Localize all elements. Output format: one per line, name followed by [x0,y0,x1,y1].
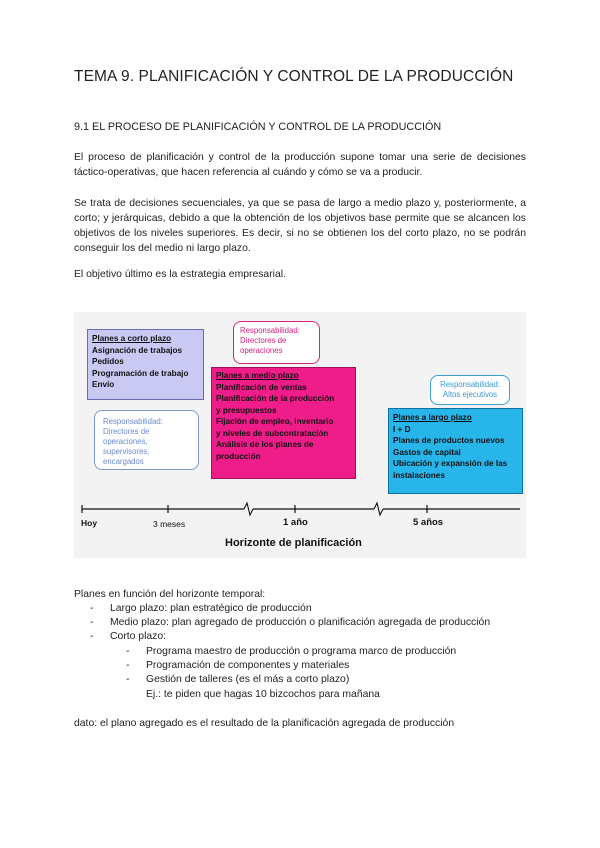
axis-break-icon [244,503,253,515]
paragraph-1: El proceso de planificación y control de la producción supone tomar una serie de decisiones táctico-operativas, que hacen referencia al cuándo y cómo se va a producir. [74,152,526,178]
planning-horizon-diagram [74,312,526,558]
medium-term-item: y presupuestos [216,405,277,415]
tick-label-3-meses: 3 meses [153,519,186,529]
short-term-responsibility [94,410,199,470]
responsibility-label: Responsabilidad: [240,326,300,335]
medium-term-plans-box [211,367,356,479]
list-bullet: - [90,617,94,628]
list-bullet: - [90,631,94,642]
paragraph-2: Se trata de decisiones secuenciales, ya que se pasa de largo a medio plazo y, posteriormente, a corto; y jerárquicas, debido a que la obtención de los objetivos base permite que se alcancen los objetivos de los niveles superiores. Es decir, si no se obtienen los del corto plazo, no se podrán conseguir los del medio ni largo plazo. [74,198,526,254]
list-item-text: Medio plazo: plan agregado de producción o planificación agregada de producción [110,617,491,628]
medium-term-item: y niveles de subcontratación [216,428,329,438]
short-term-item: Asignación de trabajos [92,345,183,355]
axis-title: Horizonte de planificación [225,537,362,549]
responsibility-line: Altos ejecutivos [442,390,498,399]
responsibility-label: Responsabilidad: [440,380,500,389]
long-term-item: instalaciones [393,470,445,480]
responsibility-line: Directores de [240,336,287,345]
list-bullet: - [90,603,94,614]
medium-term-item: Planificación de ventas [216,382,307,392]
long-term-item: Ubicación y expansión de las [393,459,508,468]
long-term-responsibility [430,375,510,405]
responsibility-line: operaciones [240,346,283,355]
list-heading: Planes en función del horizonte temporal: [74,589,266,600]
tick-label-1-ano: 1 año [283,517,308,528]
tick-label-5-anos: 5 años [413,517,444,528]
axis-break-icon [374,503,383,515]
paragraph-3: El objetivo último es la estrategia empresarial. [74,269,286,280]
long-term-item: Planes de productos nuevos [393,436,505,445]
short-term-item: Envío [92,380,115,389]
medium-term-item: Planificación de la producción [216,394,335,403]
list-item-long [90,603,312,614]
list-bullet: - [126,674,130,685]
responsibility-line: Directores de [103,427,150,436]
sub-list-item-text: Gestión de talleres (es el más a corto plazo) [146,674,350,685]
sub-list-item [126,646,456,657]
list-item-medium [90,617,490,628]
responsibility-line: supervisores, [103,447,150,456]
medium-term-item: Análisis de los planes de [216,440,314,449]
footnote: dato: el plano agregado es el resultado de la planificación agregada de producción [74,718,455,729]
medium-term-item: producción [216,451,261,461]
long-term-title: Planes a largo plazo [393,413,472,422]
short-term-title: Planes a corto plazo [92,334,172,343]
long-term-item: I + D [393,424,411,434]
page-title: TEMA 9. PLANIFICACIÓN Y CONTROL DE LA PRODUCCIÓN [74,68,514,85]
example-line: Ej.: te piden que hagas 10 bizcochos para mañana [146,689,380,700]
list-item-text: Corto plazo: [110,631,167,642]
tick-label-hoy: Hoy [81,518,98,528]
responsibility-line: encargados [103,457,144,466]
medium-term-responsibility [233,321,320,364]
short-term-plans-box [87,329,204,400]
list-bullet: - [126,646,130,657]
short-term-item: Pedidos [92,357,124,366]
short-term-item: Programación de trabajo [92,368,189,378]
sub-list-item [126,660,349,671]
sub-list-item-text: Programación de componentes y materiales [146,660,350,671]
medium-term-title: Planes a medio plazo [216,371,299,380]
long-term-plans-box [388,408,523,494]
long-term-item: Gastos de capital [393,447,461,457]
sub-list-item-text: Programa maestro de producción o programa marco de producción [146,646,457,657]
responsibility-label: Responsabilidad: [103,417,163,426]
list-bullet: - [126,660,130,671]
sub-list-item [126,674,349,685]
section-heading: 9.1 EL PROCESO DE PLANIFICACIÓN Y CONTROL DE LA PRODUCCIÓN [74,121,442,133]
list-item-short [90,631,166,642]
responsibility-line: operaciones, [103,437,148,446]
medium-term-item: Fijación de empleo, inventario [216,417,334,426]
list-item-text: Largo plazo: plan estratégico de producción [110,603,312,614]
